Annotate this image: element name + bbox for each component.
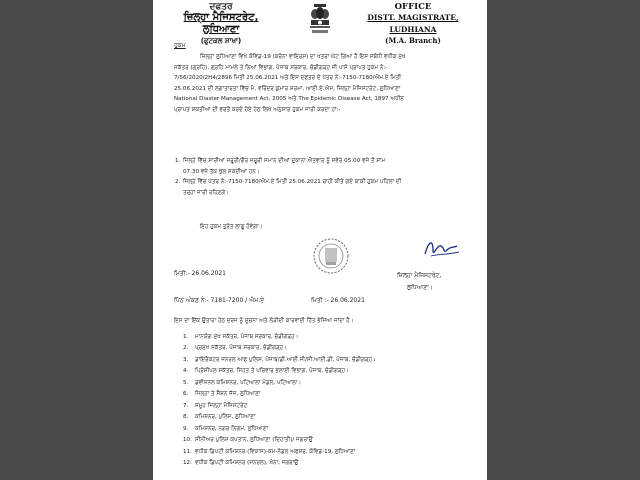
letterhead-punjabi	[165, 2, 277, 46]
document-page	[153, 0, 487, 480]
item-text: ਡਾਇਰੈਕਟਰ ਜਨਰਲ ਆਫ ਪੁਲਿਸ, ਪੰਜਾਬ/ਡੀ.ਆਈ.ਜੀ/ਸੀ.ਆਈ.ਡੀ, ਪੰਜਾਬ, ਚੰਡੀਗੜ੍ਹ।	[195, 356, 376, 363]
item-number: 10.	[183, 437, 192, 444]
item-number: 9.	[183, 425, 189, 432]
item-text: ਵਧੀਕ ਡਿਪਟੀ ਕਮਿਸ਼ਨਰ (ਵਿਕਾਸ)-ਕਮ-ਨੋਡਲ ਅਫਸਰ, ਕੋਵਿਡ-19, ਲੁਧਿਆਣਾ	[195, 448, 356, 455]
paragraph-line: ਜ਼ਿਲ੍ਹਾ ਲੁਧਿਆਣਾ ਵਿਖੇ ਕੋਵਿਡ-19 (ਕਰੋਨਾ ਵਾਇਰਸ) ਦਾ ਖਤਰਾ ਘੱਟ ਗਿਆ ਹੈ ਇਸ ਸਬੰਧੀ ਵਧੀਕ ਮੁੱਖ	[200, 54, 406, 60]
letterhead-office-label-pa: ਦਫਤਰ	[209, 2, 233, 12]
letterhead-branch-pa: (ਫੁਟਕਲ ਸ਼ਾਖਾ)	[200, 37, 242, 45]
letterhead-office-name-pa: ਜ਼ਿਲ੍ਹਾ ਮੈਜਿਸਟਰੇਟ, ਲੁਧਿਆਣਾ	[183, 12, 259, 35]
recipient-list	[183, 332, 376, 469]
item-number: 11.	[183, 448, 192, 455]
signatory-place: ਲੁਧਿਆਣਾ।	[407, 284, 433, 291]
order-date: ਮਿਤੀ:- 26.06.2021	[174, 270, 226, 277]
paragraph-line: ਸਕੱਤਰ (ਗ੍ਰਹਿ), ਗ੍ਰਹਿ ਮਾਮਲੇ ਤੇ ਨਿਆਂ ਵਿਭਾਗ, ਪੰਜਾਬ ਸਰਕਾਰ, ਚੰਡੀਗੜ੍ਹ ਜੀ ਪਾਸੋ ਪ੍ਰਾਪਤ ਹੁਕਮ ਨੰ:-	[174, 64, 388, 71]
signatory-block	[397, 270, 441, 294]
signature-icon	[421, 236, 463, 262]
item-text: ਕਮਿਸ਼ਨਰ, ਪੁਲਿਸ, ਲੁਧਿਆਣਾ	[195, 414, 256, 421]
official-stamp-icon	[311, 236, 351, 276]
item-number: 6.	[183, 391, 189, 398]
item-number: 8.	[183, 414, 189, 421]
list-item	[183, 447, 376, 458]
list-item	[183, 378, 376, 389]
order-closing	[174, 222, 262, 233]
item-text: ਮਾਨਯੋਗ ਮੁੱਖ ਸਕੱਤਰ, ਪੰਜਾਬ ਸਰਕਾਰ, ਚੰਡੀਗੜ੍ਹ।	[195, 334, 299, 340]
point-number: 1.	[175, 158, 181, 164]
endorsement-number: ਪਿੱਠ ਅੰਕਣ ਨੰ:- 7181-7200 / ਐਮ.ਏ	[174, 297, 265, 304]
list-item	[183, 355, 376, 366]
point-text: ਜਿਲ੍ਹੇ ਵਿੱਚ ਪੱਤਰ ਨੰ:-7150-7180/ਐਮ.ਏ ਮਿਤੀ 25.06.2021 ਰਾਹੀ ਕੀਤੇ ਗਏ ਬਾਕੀ ਹੁਕਮ ਪਹਿਲਾ ਦੀ	[183, 179, 402, 186]
item-text: ਪ੍ਰਿੰਸੀਪਲ ਸਕੱਤਰ, ਸਿਹਤ ਤੇ ਪਰਿਵਾਰ ਭਲਾਈ ਵਿਭਾਗ, ਪੰਜਾਬ, ਚੰਡੀਗੜ੍ਹ।	[195, 368, 349, 375]
order-point	[175, 156, 401, 167]
item-number: 12.	[183, 459, 192, 466]
item-text: ਵਧੀਕ ਡਿਪਟੀ ਕਮਿਸ਼ਨਰ (ਜਨਰਲ), ਖੰਨਾ, ਜਗਰਾਉਂ	[195, 459, 299, 466]
point-number: 2.	[175, 179, 181, 186]
list-item	[183, 389, 376, 400]
list-item	[183, 401, 376, 412]
signatory-title: ਜ਼ਿਲ੍ਹਾ ਮੈਜਿਸਟਰੇਟ,	[397, 272, 442, 279]
paragraph-line: National Diaster Management Act, 2005 ਅਤੇ The Epidemic Disease Act, 1897 ਅਧੀਨ	[174, 96, 404, 103]
item-text: ਡਵੀਜ਼ਨਲ ਕਮਿਸ਼ਨਰ, ਪਟਿਆਲਾ ਮੰਡਲ, ਪਟਿਆਲਾ।	[195, 379, 302, 386]
point-text: ਜਿਲ੍ਹੇ ਵਿੱਚ ਸਾਰੀਆਂ ਜਰੂਰੀ/ਗੈਰ ਜਰੂਰੀ ਸਮਾਨ ਦੀਆਂ ਦੁਕਾਨਾ ਐਤਵਾਰ ਨੂੰ ਸਵੇਰੇ 05.00 ਵਜੇ ਤੋਂ ਸ਼ਾਮ	[183, 158, 386, 164]
endorsement-intro: ਇਸ ਦਾ ਇੱਕ ਉਤਾਰਾ ਹੇਠ ਦਰਜ ਨੂੰ ਸੂਚਨਾ ਅਤੇ ਲੋੜੀਦੀ ਕਾਰਵਾਈ ਹਿੱਤ ਭੇਜਿਆ ਜਾਂਦਾ ਹੈ।	[174, 318, 354, 324]
letterhead	[153, 0, 487, 45]
order-points	[175, 156, 401, 198]
letterhead-branch-en: (M.A. Branch)	[385, 36, 441, 45]
list-item	[183, 435, 376, 446]
letterhead-office-name-en: DISTT. MAGISTRATE, LUDHIANA	[367, 13, 459, 34]
government-emblem-icon	[305, 2, 335, 38]
item-text: ਕਮਿਸ਼ਨਰ, ਨਗਰ ਨਿਗਮ, ਲੁਧਿਆਣਾ	[195, 425, 269, 432]
list-item	[183, 412, 376, 423]
item-number: 3.	[183, 356, 189, 363]
point-text-continued: 07.30 ਵਜੇ ਤੱਕ ਖੁੱਲ ਸਕਦੀਆਂ ਹਨ।	[183, 168, 260, 175]
item-number: 1.	[183, 334, 189, 340]
order-point	[175, 177, 401, 188]
paragraph-line: 25.06.2021 ਦੀ ਲਗਾਤਾਰਤਾ ਵਿੱਚ ਮੈ, ਵਰਿੰਦਰ ਕੁਮਾਰ ਸ਼ਰਮਾ, ਆਈ.ਏ.ਐਸ, ਜ਼ਿਲ੍ਹਾ ਮੈਜਿਸਟਰੇਟ, ਲੁਧਿਆਣਾ	[174, 85, 401, 92]
closing-line: ਇਹ ਹੁਕਮ ਤੁਰੰਤ ਲਾਗੂ ਹੋਵੇਗਾ।	[200, 224, 263, 230]
order-heading: ਹੁਕਮ	[174, 42, 186, 49]
list-item	[183, 332, 376, 343]
item-number: 7.	[183, 402, 189, 409]
list-item	[183, 343, 376, 354]
item-text: ਸੀਨੀਅਰ ਪੁਲਿਸ ਕਪਤਾਨ, ਲੁਧਿਆਣਾ (ਦਿਹਾਤੀ)/ ਜਗਰਾਉਂ	[195, 437, 313, 444]
list-item	[183, 366, 376, 377]
endorsement-date: ਮਿਤੀ :- 26.06.2021	[311, 297, 365, 304]
list-item	[183, 424, 376, 435]
list-item	[183, 458, 376, 469]
letterhead-office-label-en: OFFICE	[394, 2, 432, 12]
item-text: ਪ੍ਰਮੁੱਖ ਸਕੱਤਰ, ਪੰਜਾਬ ਸਰਕਾਰ, ਚੰਡੀਗੜ੍ਹ।	[195, 345, 287, 352]
paragraph-line: ਪ੍ਰਾਪਤ ਸ਼ਕਤੀਆਂ ਦੀ ਵਰਤੋਂ ਕਰਦੇ ਹੋਏ ਹੇਠ ਲਿਖੇ ਅਨੁਸਾਰ ਹੁਕਮ ਜਾਰੀ ਕਰਦਾ ਹਾਂ:-	[174, 106, 341, 113]
item-number: 4.	[183, 368, 189, 375]
letterhead-english	[349, 2, 477, 46]
item-text: ਸਮੂਹ ਜਿਲ੍ਹਾ ਮੈਜਿਸਟਰੇਟ	[195, 402, 248, 409]
item-text: ਜਿਲ੍ਹਾ ਤੇ ਸੈਸ਼ਨ ਜੱਜ, ਲੁਧਿਆਣਾ	[195, 391, 261, 398]
item-number: 2.	[183, 345, 189, 352]
item-number: 5.	[183, 379, 189, 386]
point-text-continued: ਤਰ੍ਹਾਂ ਜਾਰੀ ਰਹਿਣਗੇ।	[183, 189, 230, 196]
order-paragraph	[174, 52, 405, 116]
paragraph-line: 7/56/2020/2H4/2896 ਮਿਤੀ 25.06.2021 ਅਤੇ ਇਸ ਦਫਤਰ ਦੇ ਪੱਤਰ ਨੰ:-7150-7180/ਐਮ.ਏ ਮਿਤੀ	[174, 75, 402, 82]
